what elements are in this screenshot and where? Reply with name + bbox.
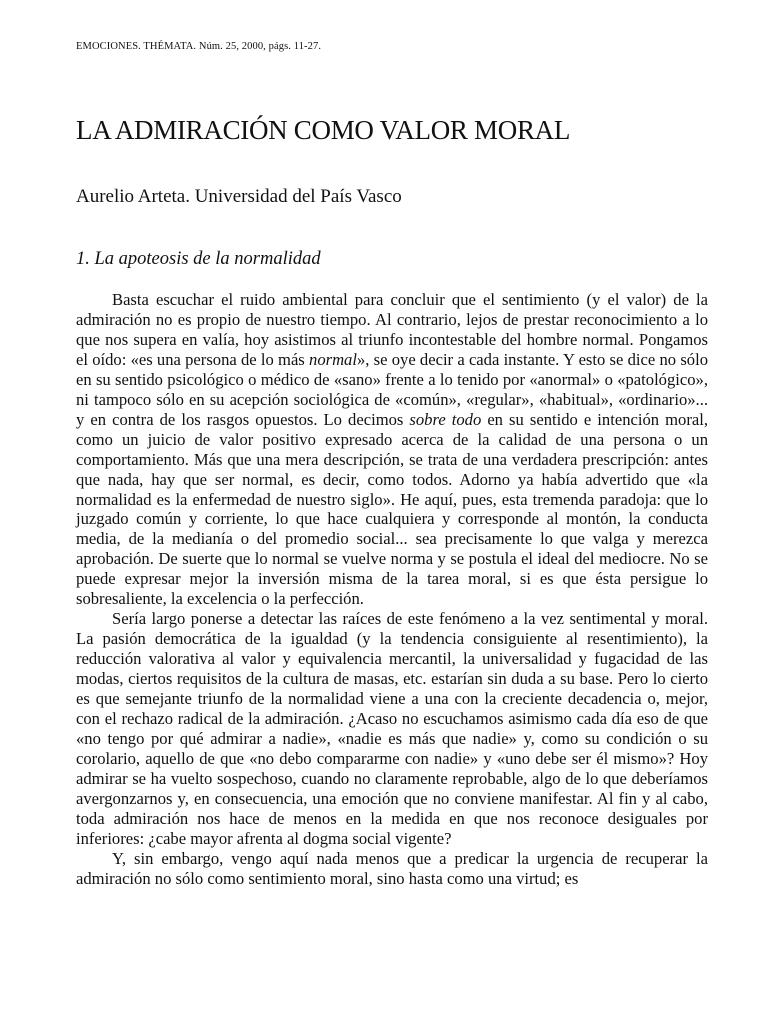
body-paragraph-3: Y, sin embargo, vengo aquí nada menos que a predicar la urgencia de recuperar la admiración no sólo como sentimiento moral, sino hasta como una virtud; es	[76, 848, 708, 888]
paragraph-1-emphasis-normal: normal	[309, 349, 357, 369]
section-heading: 1. La apoteosis de la normalidad	[76, 249, 321, 269]
paragraph-1-text-c: en su sentido e intención moral, como un juicio de valor positivo expresado acerca de la calidad de una persona o un comportamiento. Más que una mera descripción, se trata de una verdadera prescripción: antes que nada, hay que ser normal, es decir, como todos. Adorno ya había advertido que «la normalidad es la enfermedad de nuestro siglo». He aquí, pues, esta tremenda paradoja: que lo juzgado común y corriente, lo que hace cualquiera y corresponde al montón, la conducta media, de la medianía o del promedio social... sea precisamente lo que valga y merezca aprobación. De suerte que lo normal se vuelve norma y se postula el ideal del mediocre. No se puede expresar mejor la inversión misma de la tarea moral, si es que ésta persigue lo sobresaliente, la excelencia o la perfección.	[76, 409, 708, 609]
paragraph-1-text-b: », se oye decir a cada instante. Y esto se dice no sólo en su sentido psicológico o médico de «sano» frente a lo tenido por «anormal» o «patológico», ni tampoco sólo en su acepción sociológica de «común», «regular», «habitual», «ordinario»... y en contra de los rasgos opuestos. Lo decimos	[76, 349, 708, 429]
body-paragraph-2: Sería largo ponerse a detectar las raíces de este fenómeno a la vez sentimental y moral. La pasión democrática de la igualdad (y la tendencia consiguiente al resentimiento), la reducción valorativa al valor y equivalencia mercantil, la universalidad y fugacidad de las modas, ciertos requisitos de la cultura de masas, etc. estarían sin duda a su base. Pero lo cierto es que semejante triunfo de la normalidad viene a una con la creciente decadencia o, mejor, con el rechazo radical de la admiración. ¿Acaso no escuchamos asimismo cada día eso de que «no tengo por qué admirar a nadie», «nadie es más que nadie» y, como su condición o su corolario, aquello de que «no debo compararme con nadie» y «uno debe ser él mismo»? Hoy admirar se ha vuelto sospechoso, cuando no claramente reprobable, algo de lo que deberíamos avergonzarnos y, en consecuencia, una emoción que no conviene manifestar. Al fin y al cabo, toda admiración nos hace de menos en la medida en que nos reconoce desiguales por inferiores: ¿cabe mayor afrenta al dogma social vigente?	[76, 609, 708, 848]
author-affiliation: Aurelio Arteta. Universidad del País Vasco	[76, 186, 402, 207]
paragraph-1-emphasis-sobre-todo: sobre todo	[409, 409, 482, 429]
article-title: LA ADMIRACIÓN COMO VALOR MORAL	[76, 115, 571, 145]
body-paragraph-1	[76, 290, 708, 609]
paragraph-1-text-a: Basta escuchar el ruido ambiental para concluir que el sentimiento (y el valor) de la admiración no es propio de nuestro tiempo. Al contrario, lejos de prestar reconocimiento a lo que nos supera en valía, hoy asistimos al triunfo incontestable del hombre normal. Pongamos el oído: «es una persona de lo más	[76, 290, 708, 369]
running-header: EMOCIONES. THÉMATA. Núm. 25, 2000, págs. 11-27.	[76, 41, 322, 52]
article-body	[76, 290, 708, 889]
